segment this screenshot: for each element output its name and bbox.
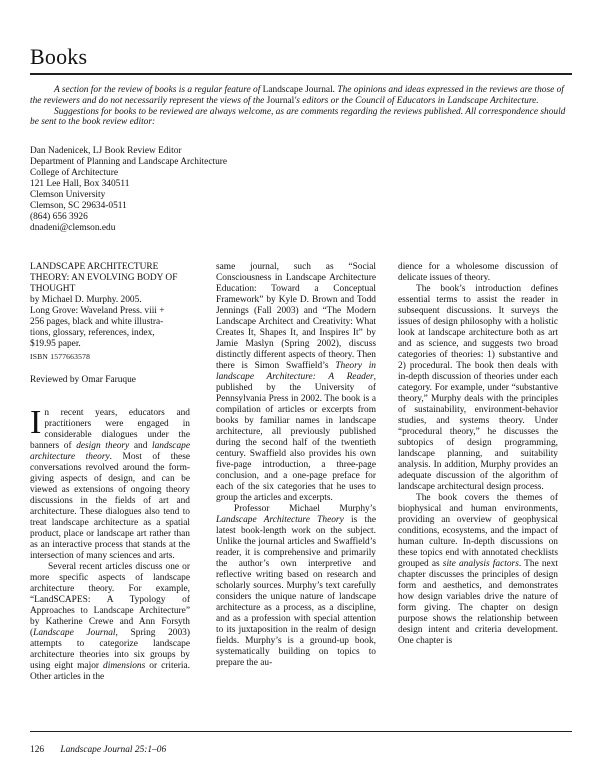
book-title-line: LANDSCAPE ARCHITECTURE (30, 262, 159, 272)
review-emphasis: Landscape Journal (33, 628, 116, 638)
editor-university: Clemson University (30, 190, 106, 200)
review-text: Professor Michael Murphy’s (234, 504, 376, 514)
review-text: or criteria. Other articles in the (30, 661, 190, 682)
review-text: The book covers the themes of biophysical and human environments, providing an overview of geophysical conditions, ecosystems, and the impact of human culture. In-depth discussions on these topics end with annotated checklists grouped as (398, 493, 558, 569)
review-paragraph (216, 504, 376, 669)
book-title (30, 262, 190, 295)
review-emphasis: landscape architecture theory (30, 441, 190, 462)
review-paragraph (30, 562, 190, 683)
review-paragraph: The book’s introduction defines essential terms to assist the reader in subsequent discussions. It surveys the issues of design philosophy with a holistic look at landscape architecture both as art and as science, and suggests two broad categories of theories: 1) substantive and 2) procedural. The book then deals with in-depth discussion of theories under each category. For example, under “substantive theory,” Murphy deals with the principles of sustainability, environment-behavior studies, and systems theory. Under “procedural theory,” he discusses the subtopics of design programming, landscape planning, and suitability analysis. In addition, Murphy provides an adequate discussion of the algorithm of landscape architectural design process. (398, 284, 558, 492)
review-emphasis: site analysis factors (442, 559, 519, 569)
book-price: $19.95 paper. (30, 339, 81, 349)
editor-phone: (864) 656 3926 (30, 212, 88, 222)
review-emphasis: Landscape Architecture Theory (216, 515, 344, 525)
review-paragraph (398, 493, 558, 647)
column-3 (398, 262, 558, 647)
review-text: Several recent articles discuss one or more specific aspects of landscape architecture theory. For example, “LandSCAPES: A Typology of Approaches to Landscape Architecture” by Katherine Crewe and Ann Forsyth ( (30, 562, 190, 638)
page-number: 126 (30, 745, 45, 755)
review-emphasis: Theory in landscape Architecture: A Reader (216, 361, 376, 382)
footer-rule (30, 731, 572, 732)
review-paragraph (216, 262, 376, 504)
book-title-line: THEORY: AN EVOLVING BODY OF (30, 273, 178, 283)
book-isbn: ISBN 1577663578 (30, 352, 91, 361)
intro-paragraph-suggestions: Suggestions for books to be reviewed are always welcome, as are comments regarding the reviews published. All correspondence should be sent to the book review editor: (30, 106, 566, 128)
book-meta (30, 295, 190, 362)
review-text: n recent years, educators and practitioners were engaged in considerable dialogues under the banners of (30, 408, 190, 451)
book-pages: 256 pages, black and white illustra- (30, 317, 164, 327)
book-title-line: THOUGHT (30, 284, 76, 294)
intro-paragraph (30, 85, 568, 107)
review-text: . Most of these conversations revolved around the form-giving aspects of design, and can be viewed as extensions of ongoing theory discussions in the fields of art and architecture. These dialogues also tend to treat landscape architecture as a spatial product, place or landscape art rather than as an interactive process that stands at the intersection of many sciences and arts. (30, 452, 190, 561)
review-paragraph (30, 404, 190, 562)
book-features: tions, glossary, references, index, (30, 328, 155, 338)
editor-city: Clemson, SC 29634-0511 (30, 201, 127, 211)
header-rule (30, 73, 572, 75)
review-text: , Spring 2003) attempts to categorize landscape architecture theories into six groups by using eight major (30, 628, 190, 671)
intro-journal-name: Journal (266, 95, 295, 106)
intro-text: . The opinions and ideas expressed in the reviews are those of the reviewers and do not necessarily represent the views of the (30, 85, 564, 106)
review-text: . The next chapter discusses the principles of design form and aesthetics, and demonstrates how design variables drive the nature of form giving. The chapter on design purpose shows the relationship between design intent and criteria development. One chapter is (398, 559, 559, 646)
review-text: and (129, 441, 152, 451)
editor-street: 121 Lee Hall, Box 340511 (30, 179, 130, 189)
review-text: , published by the University of Pennsylvania Press in 2002. The book is a compilation of articles or excerpts from books by familiar names in landscape architecture, all previously published during the second half of the twentieth century. Swaffield also provides his own five-page introduction, a three-page conclusion, and a one-page preface for each of the six categories that he uses to group the articles and excerpts. (216, 372, 376, 503)
column-1 (30, 262, 190, 683)
review-text: same journal, such as “Social Consciousness in Landscape Architecture Education: Toward a Conceptual Framework” by Kyle D. Brown and Todd Jennings (Fall 2003) and “The Modern Landscape Architect and Creativity: What Creates It, Shapes It, and Inspires It” by Jamie Maslyn (Spring 2002), discuss distinctly different aspects of theory. Then there is Simon Swaffield’s (216, 262, 376, 371)
drop-cap: I (30, 404, 42, 441)
review-paragraph: dience for a wholesome discussion of delicate issues of theory. (398, 262, 558, 283)
book-author: by Michael D. Murphy. 2005. (30, 295, 142, 305)
intro-text: 's editors or the Council of Educators in Landscape Architecture. (294, 95, 539, 106)
review-emphasis: dimensions (103, 661, 146, 671)
editor-department: Department of Planning and Landscape Architecture (30, 157, 228, 167)
intro-journal-name: Landscape Journal (262, 85, 333, 95)
page-footer (30, 745, 166, 755)
section-intro (30, 85, 568, 128)
book-publisher: Long Grove: Waveland Press. viii + (30, 306, 165, 316)
editor-name: Dan Nadenicek, LJ Book Review Editor (30, 146, 182, 156)
journal-citation: Landscape Journal 25:1–06 (60, 745, 167, 755)
section-title: Books (30, 44, 88, 69)
editor-address-block (30, 146, 390, 234)
reviewer-byline: Reviewed by Omar Faruque (30, 375, 136, 385)
column-2 (216, 262, 376, 669)
editor-email[interactable]: dnadeni@clemson.edu (30, 223, 116, 233)
editor-college: College of Architecture (30, 168, 118, 178)
intro-text: A section for the review of books is a regular feature of (54, 85, 263, 95)
review-text: is the latest book-length work on the subject. Unlike the journal articles and Swaffield’s reader, it is comprehensive and primarily the author’s own interpretive and reflective writing based on research and scholarly sources. Murphy’s text carefully considers the unique nature of landscape architecture as a process, as a discipline, and as a profession with special attention to its juxtaposition in the realm of design fields. Murphy’s is a ground-up book, systematically building on topics to prepare the au- (216, 515, 376, 668)
review-emphasis: design theory (76, 441, 130, 451)
